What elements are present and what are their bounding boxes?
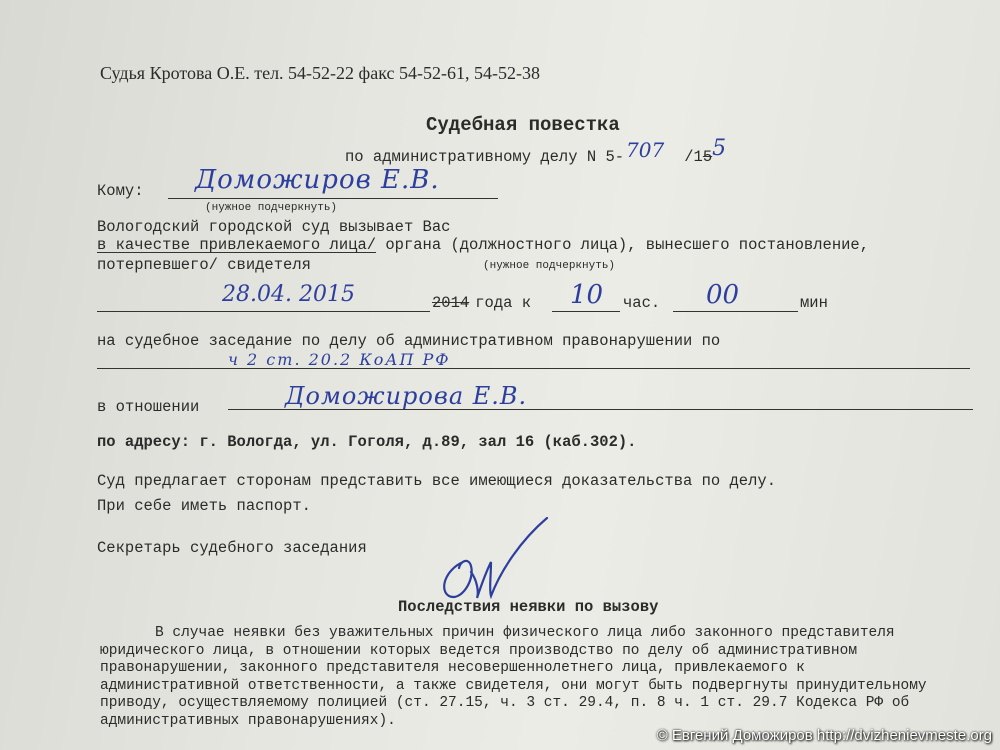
date-year-suffix-line [432, 294, 531, 312]
summons-role-rest: органа (должностного лица), вынесшего постановление, [376, 236, 870, 254]
case-number-handwritten: 707 [626, 138, 665, 162]
hour-label: час. [623, 294, 661, 312]
court-address: по адресу: г. Вологда, ул. Гоголя, д.89, зал 16 (каб.302). [97, 433, 637, 451]
consequences-title: Последствия неявки по вызову [398, 598, 659, 616]
case-slash: /1 [684, 148, 703, 166]
case-prefix: по административному делу N 5- [345, 148, 625, 166]
summons-line-2 [97, 236, 869, 254]
summons-line-1: Вологодский городской суд вызывает Вас [97, 218, 451, 236]
summons-hint: (нужное подчеркнуть) [483, 260, 616, 272]
date-handwritten: 28.04. 2015 [222, 282, 355, 307]
minute-label: мин [800, 294, 828, 312]
evidence-line-1: Суд предлагает сторонам представить все имеющиеся доказательства по делу. [97, 472, 777, 490]
recipient-name-handwritten: Доможиров Е.В. [195, 165, 440, 195]
hour-handwritten: 10 [570, 280, 604, 310]
regarding-underline [228, 409, 973, 410]
summons-role-underlined: в качестве привлекаемого лица/ [97, 236, 377, 254]
date-underline [97, 311, 430, 312]
judge-contact-line: Судья Кротова О.Е. тел. 54-52-22 факс 54-52-61, 54-52-38 [100, 63, 540, 83]
year-suffix: года к [475, 294, 532, 312]
consequences-line: приводу, осуществляемому полицией (ст. 27.15, ч. 3 ст. 29.4, п. 8 ч. 1 ст. 29.7 Кодекса РФ об [100, 695, 910, 711]
evidence-line-2: При себе иметь паспорт. [97, 497, 311, 515]
case-number-line [345, 136, 727, 167]
copyright-watermark: © Евгений Доможиров http://dvizhenievmeste.org [656, 727, 992, 744]
hearing-article-handwritten: ч 2 ст. 20.2 КоАП РФ [228, 350, 451, 369]
consequences-line: В случае неявки без уважительных причин физического лица либо законного представителя [155, 625, 895, 641]
consequences-line: правонарушении, законного представителя несовершеннолетнего лица, привлекаемого к [100, 660, 805, 676]
consequences-line: административных правонарушениях). [100, 712, 396, 729]
recipient-underline [168, 198, 498, 199]
secretary-signature [425, 510, 565, 610]
minute-underline [673, 311, 798, 312]
consequences-body [100, 625, 990, 730]
document-title: Судебная повестка [426, 114, 620, 136]
hour-underline [552, 311, 620, 312]
recipient-label: Кому: [97, 182, 144, 200]
minute-handwritten: 00 [706, 280, 740, 310]
hearing-text: на судебное заседание по делу об административном правонарушении по [97, 332, 721, 350]
year-struck: 2014 [432, 294, 470, 312]
regarding-label: в отношении [97, 398, 200, 416]
consequences-line: административной ответственности, а также свидетеля, они могут быть подвергнуты принудительному [100, 677, 927, 694]
regarding-name-handwritten: Доможирова Е.В. [285, 382, 528, 410]
secretary-label: Секретарь судебного заседания [97, 539, 367, 557]
summons-line-3: потерпевшего/ свидетеля [97, 256, 311, 274]
case-year-handwritten: 5 [712, 136, 727, 161]
hearing-underline [97, 368, 970, 369]
consequences-line: юридического лица, в отношении которых ведется производство по делу об административном [100, 642, 858, 659]
recipient-hint: (нужное подчеркнуть) [205, 202, 338, 214]
case-year-struck: 5 [702, 148, 713, 166]
